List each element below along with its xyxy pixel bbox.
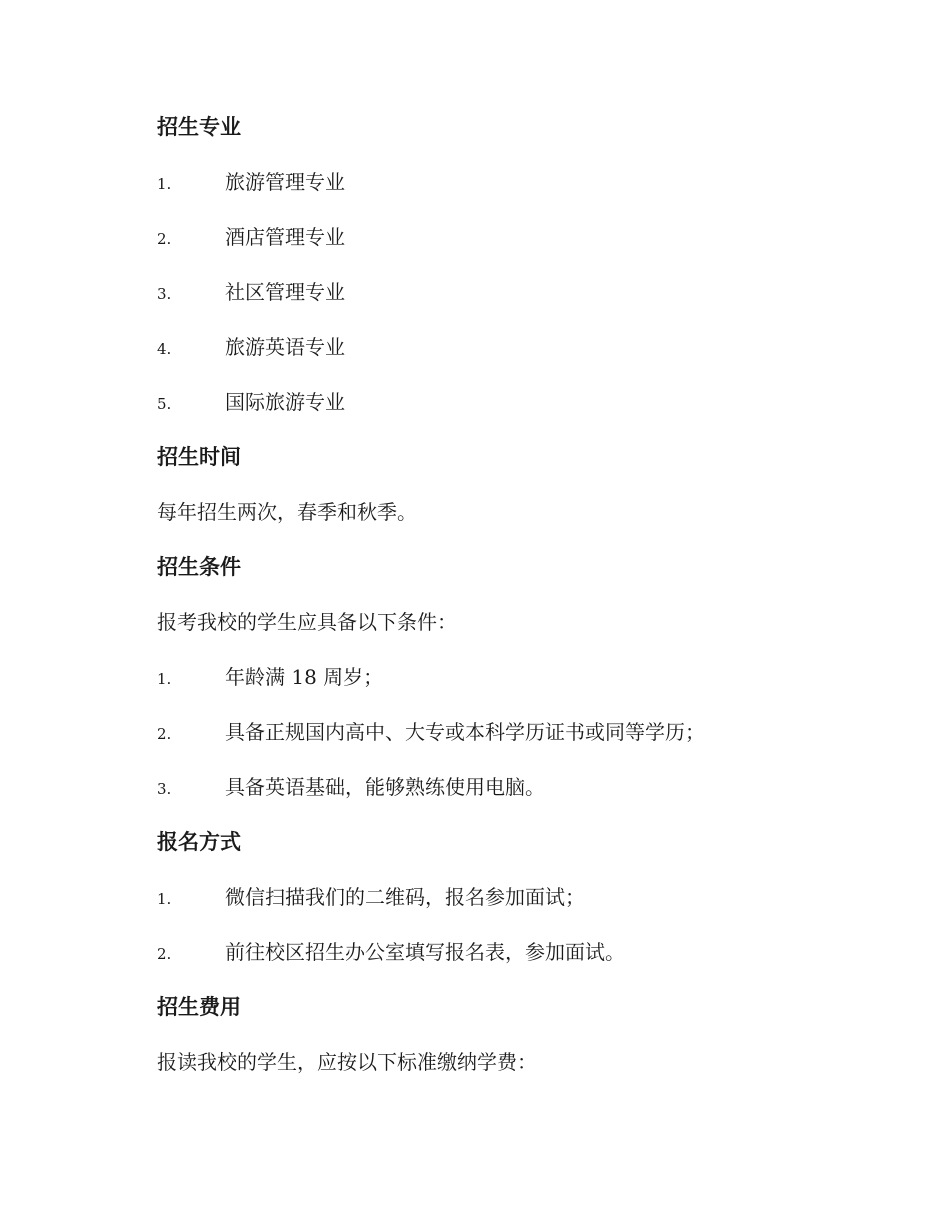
list-item [157,383,877,438]
list-number: 5. [157,395,172,413]
list-item [157,658,877,713]
list-text: 具备英语基础，能够熟练使用电脑。 [225,775,545,799]
paragraph-requirements: 报考我校的学生应具备以下条件： [157,610,457,634]
list-text: 旅游管理专业 [225,170,345,194]
list-number: 3. [157,780,172,798]
list-text: 酒店管理专业 [225,225,345,249]
section-heading-time: 招生时间 [157,445,241,469]
paragraph-time: 每年招生两次，春季和秋季。 [157,500,417,524]
list-item [157,328,877,383]
list-number: 2. [157,725,172,743]
list-number: 3. [157,285,172,303]
list-text: 年龄满 18 周岁； [225,665,384,689]
list-text: 微信扫描我们的二维码，报名参加面试； [225,885,585,909]
list-item [157,163,877,218]
list-number: 1. [157,670,172,688]
list-text: 国际旅游专业 [225,390,345,414]
section-heading-requirements: 招生条件 [157,555,241,579]
document-body [157,108,877,1098]
list-text: 社区管理专业 [225,280,345,304]
list-text: 前往校区招生办公室填写报名表，参加面试。 [225,940,625,964]
section-heading-majors: 招生专业 [157,115,241,139]
list-item [157,933,877,988]
list-number: 1. [157,890,172,908]
list-item [157,878,877,933]
list-text: 旅游英语专业 [225,335,345,359]
list-item [157,218,877,273]
paragraph-fees: 报读我校的学生，应按以下标准缴纳学费： [157,1050,537,1074]
list-number: 1. [157,175,172,193]
list-item [157,768,877,823]
section-heading-registration: 报名方式 [157,830,241,854]
section-heading-fees: 招生费用 [157,995,241,1019]
list-number: 4. [157,340,172,358]
list-number: 2. [157,945,172,963]
list-item [157,273,877,328]
list-text: 具备正规国内高中、大专或本科学历证书或同等学历； [225,720,705,744]
list-number: 2. [157,230,172,248]
list-item [157,713,877,768]
